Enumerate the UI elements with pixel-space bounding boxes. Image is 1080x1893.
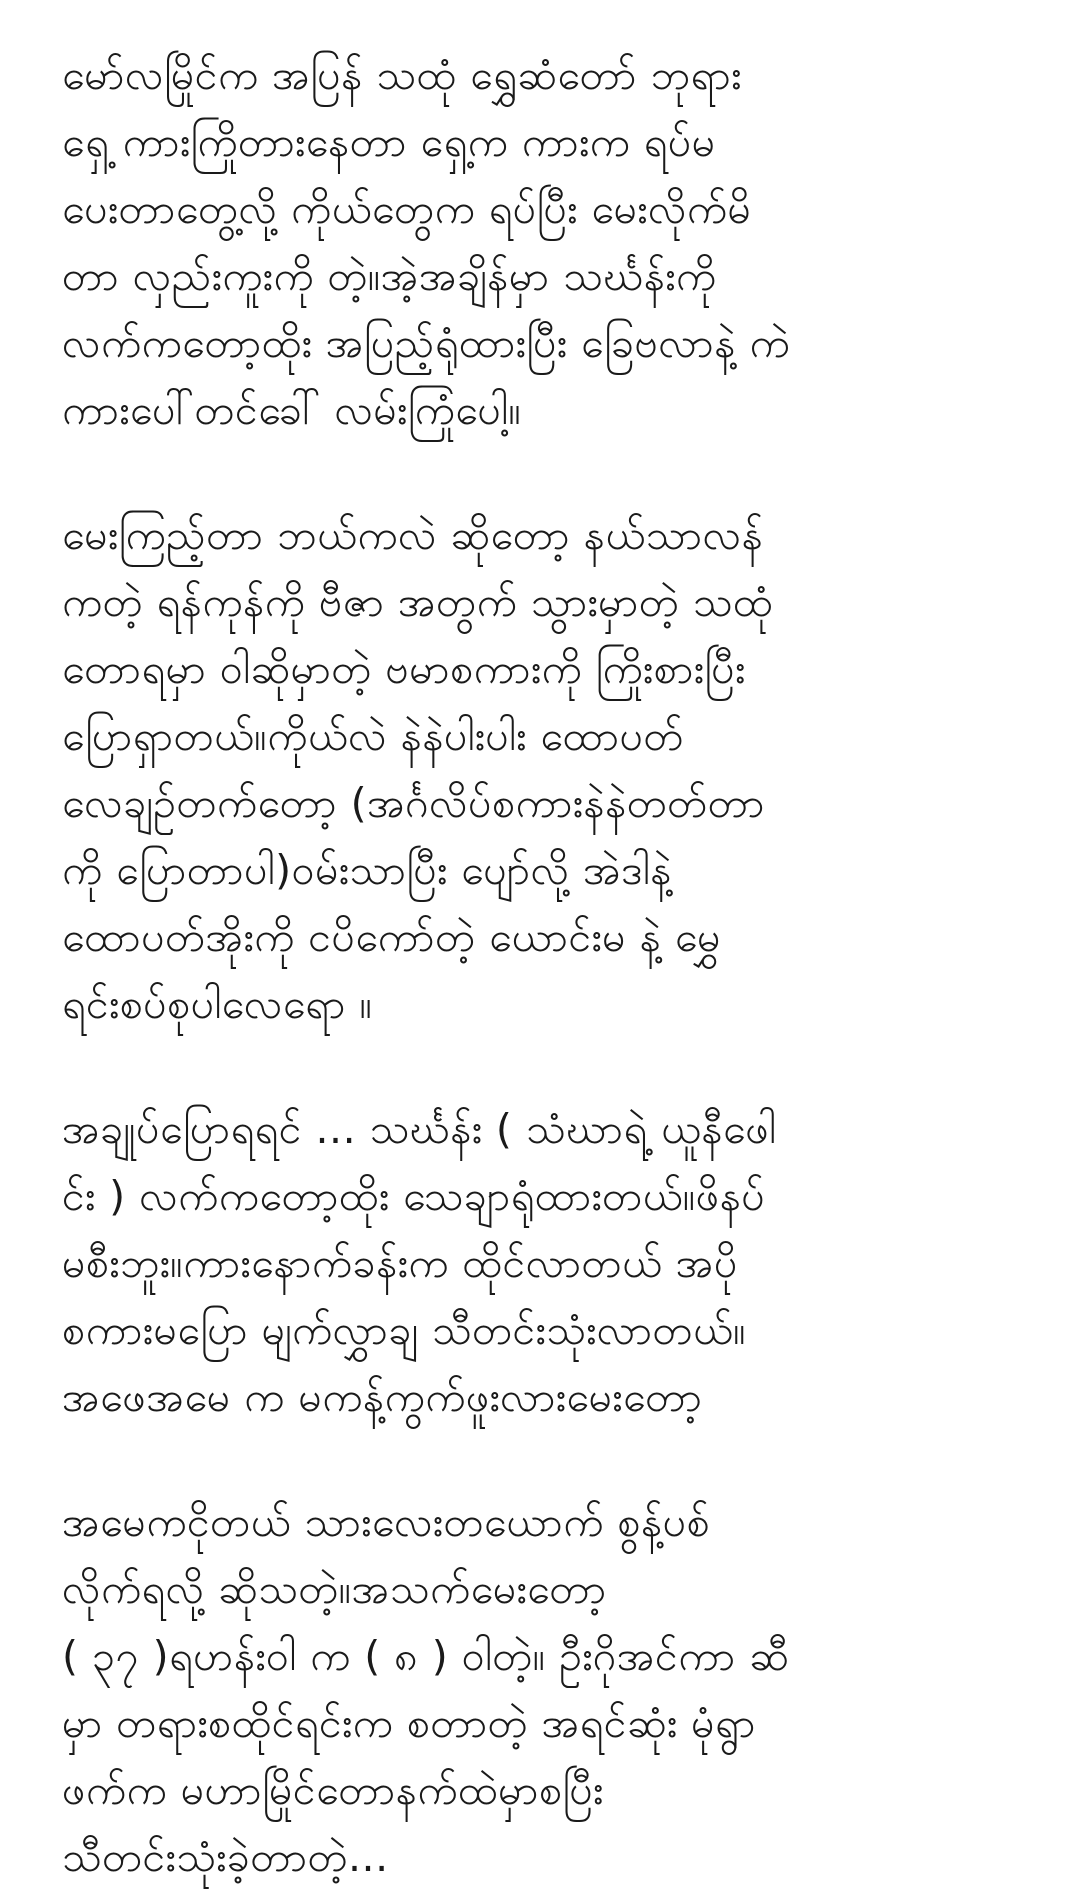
paragraph-1: [62, 42, 1020, 444]
text-line: ထောပတ်အိုးကို ငပိကော်တဲ့ ယောင်းမ နဲ့ မွှေ: [62, 913, 722, 961]
text-line: ဖက်က မဟာမြိုင်တောနက်ထဲမှာစပြီး: [62, 1766, 604, 1814]
text-line: စကားမပြော မျက်လွှာချ သီတင်းသုံးလာတယ်။: [62, 1306, 747, 1354]
text-line: လေချဉ်တက်တော့ (အင်္ဂလိပ်စကားနဲနဲတတ်တာ: [62, 779, 765, 827]
text-line: တောရမှာ ဝါဆိုမှာတဲ့ ဗမာစကားကို ကြိုးစားပြီး: [62, 645, 746, 693]
text-line: မေးကြည့်တာ ဘယ်ကလဲ ဆိုတော့ နယ်သာလန်: [62, 511, 764, 559]
text-line: အမေကငိုတယ် သားလေးတယောက် စွန့်ပစ်: [62, 1498, 711, 1546]
text-line: မော်လမြိုင်က အပြန် သထုံ ရွှေဆံတော် ဘုရား: [62, 51, 742, 99]
text-line: သီတင်းသုံးခဲ့တာတဲ့...: [62, 1833, 389, 1881]
text-line: တာ လှည်းကူးကို တဲ့။အဲ့အချိန်မှာ သင်္ဃန်းကို: [62, 252, 717, 300]
text-line: ကားပေါ်တင်ခေါ် လမ်းကြုံပေါ့။: [62, 386, 522, 434]
text-line: င်း ) လက်ကတော့ထိုး သေချာရုံထားတယ်။ဖိနပ်: [62, 1172, 766, 1220]
text-line: ရင်းစပ်စုပါလေရော ။: [62, 980, 373, 1028]
text-line: အချုပ်ပြောရရင် ... သင်္ဃန်း ( သံဃာရဲ့ ယူနီဖေါ: [62, 1105, 777, 1153]
text-line: မစီးဘူး။ကားနောက်ခန်းက ထိုင်လာတယ် အပို: [62, 1239, 738, 1287]
text-line: ( ၃၇ )ရဟန်းဝါ က ( ၈ ) ဝါတဲ့။ ဦးဂိုအင်ကာ ဆီ: [62, 1632, 790, 1680]
text-line: ကို ပြောတာပါ)ဝမ်းသာပြီး ပျော်လို့ အဲဒါနဲ့: [62, 846, 672, 894]
text-line: လိုက်ရလို့ ဆိုသတဲ့။အသက်မေးတော့: [62, 1565, 607, 1613]
text-line: ပေးတာတွေ့လို့ ကိုယ်တွေက ရပ်ပြီး မေးလိုက်မိ: [62, 185, 752, 233]
text-line: အဖေအမေ က မကန့်ကွက်ဖူးလားမေးတော့: [62, 1373, 703, 1421]
text-line: ပြောရှာတယ်။ကိုယ်လဲ နဲနဲပါးပါး ထောပတ်: [62, 712, 684, 760]
paragraph-2: [62, 502, 1020, 1038]
paragraph-4: [62, 1489, 1020, 1891]
text-line: လက်ကတော့ထိုး အပြည့်ရုံထားပြီး ခြေဗလာနဲ့ ကဲ: [62, 319, 791, 367]
text-line: မှာ တရားစထိုင်ရင်းက စတာတဲ့ အရင်ဆုံး မုံရွာ: [62, 1699, 756, 1747]
text-line: ကတဲ့ ရန်ကုန်ကို ဗီဇာ အတွက် သွားမှာတဲ့ သထုံ: [62, 578, 774, 626]
paragraph-3: [62, 1096, 1020, 1431]
text-line: ရှေ့ ကားကြိုတားနေတာ ရှေ့က ကားက ရပ်မ: [62, 118, 716, 166]
